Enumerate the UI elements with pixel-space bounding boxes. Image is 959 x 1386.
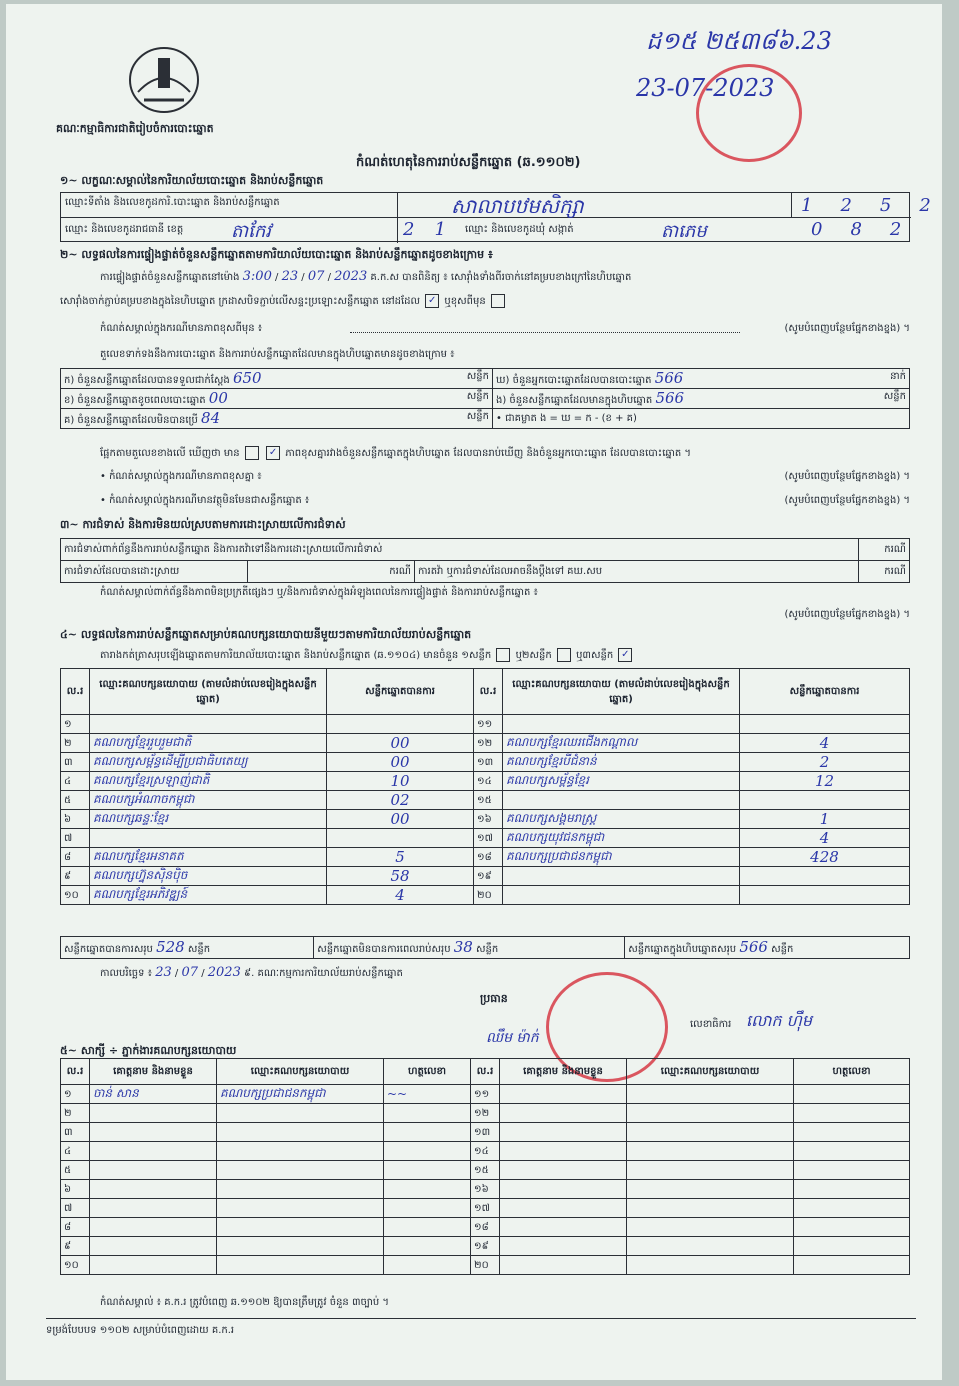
witness-party: គណបក្សប្រជាជនកម្ពុជា [217, 1085, 384, 1104]
row-number: ១២ [474, 734, 503, 753]
row-number: ១៨ [471, 1218, 500, 1237]
compare-line [100, 446, 910, 460]
results-table [60, 668, 910, 905]
in-box-value: 566 [655, 389, 685, 407]
valid-total-label: សន្លឹកឆ្នោតបានការសរុប [64, 944, 153, 955]
witness-signature[interactable] [384, 1199, 471, 1218]
witness-signature: ~~ [384, 1085, 471, 1104]
row-number: ៨ [61, 848, 90, 867]
note-fill: (សូមបំពេញបន្ថែមផ្នែកខាងខ្នង) ។ [784, 323, 910, 334]
date-line: កាលបរិច្ឆេទ ៖ 23 / 07 / 2023 ៩. គណៈកម្មការការិយាល័យរាប់សន្លឹកឆ្នោត [100, 965, 403, 980]
witness-name[interactable] [90, 1199, 217, 1218]
row-number: ១៨ [474, 848, 503, 867]
party-name: គណបក្សឆន្ទៈខ្មែរ [90, 810, 327, 829]
party-name: គណបក្សខ្មែររួបរួមជាតិ [90, 734, 327, 753]
witness-party[interactable] [627, 1180, 794, 1199]
note-label: កំណត់សម្គាល់ក្នុងករណីមានភាពខុសពីមុន ៖ [100, 323, 263, 334]
col-party: ឈ្មោះគណបក្សនយោបាយ [627, 1059, 794, 1085]
results-row [61, 829, 910, 848]
witness-name[interactable] [500, 1142, 627, 1161]
party-votes: 4 [327, 886, 474, 905]
row-number: ២ [61, 1104, 90, 1123]
witness-row [61, 1161, 910, 1180]
party-name [503, 867, 740, 886]
objection-row1 [61, 539, 859, 561]
row-number: ៦ [61, 810, 90, 829]
results-row [61, 734, 910, 753]
party-votes: 00 [327, 810, 474, 829]
bullet1: • កំណត់សម្គាល់ក្នុងករណីមានភាពខុសគ្នា ៖ [100, 471, 262, 482]
row-number: ១៣ [474, 753, 503, 772]
totals-table [60, 936, 910, 959]
code-digit: 2 [840, 195, 880, 216]
row-number: ១១ [471, 1085, 500, 1104]
note-fill: (សូមបំពេញបន្ថែមផ្នែកខាងខ្នង) ។ [784, 471, 910, 482]
row-number: ១៦ [471, 1180, 500, 1199]
checkbox-icon[interactable] [491, 294, 505, 308]
checkbox-icon[interactable] [496, 648, 510, 662]
footer-note: កំណត់សម្គាល់ ៖ គ.ក.រ ត្រូវបំពេញ ឆ.១១០២ ឱ្យបានត្រឹមត្រូវ ចំនួន ៣ច្បាប់ ។ [100, 1297, 389, 1308]
row-number: ៧ [61, 1199, 90, 1218]
witness-name[interactable] [90, 1237, 217, 1256]
invalid-total: 38 [453, 938, 473, 956]
witness-name[interactable] [90, 1180, 217, 1199]
unit: សន្លឹក [187, 944, 211, 955]
witness-signature[interactable] [384, 1180, 471, 1199]
witness-name[interactable] [90, 1142, 217, 1161]
witness-name[interactable] [500, 1161, 627, 1180]
row-number: ១១ [474, 715, 503, 734]
row-number: ៥ [61, 1161, 90, 1180]
code-digit: 2 [889, 219, 930, 240]
row-number: ៩ [61, 1237, 90, 1256]
witness-name[interactable] [500, 1180, 627, 1199]
figures-intro: តួលេខទាក់ទងនឹងការបោះឆ្នោត និងការរាប់សន្លឹកឆ្នោតដែលមានក្នុងហិបឆ្នោតមានដូចខាងក្រោម ៖ [100, 349, 455, 360]
date-day: 23 [155, 965, 172, 980]
verify-time-label: ការផ្ទៀងផ្ទាត់ចំនួនសន្លឹកឆ្នោតនៅម៉ោង [100, 272, 240, 283]
verify-time: 3:00 [242, 269, 272, 284]
verify-tail: គ.ក.ស បានពិនិត្យ ៖ សោរ៉ាំងទាំងពីរចាក់នៅគម្របខាងក្រៅនៃហិបឆ្នោត [370, 272, 632, 283]
commune-label: ឈ្មោះ និងលេខកូដឃុំ សង្កាត់ [465, 224, 574, 235]
checkbox-icon[interactable] [245, 446, 259, 460]
col-party: ឈ្មោះគណបក្សនយោបាយ [217, 1059, 384, 1085]
workplace-code [801, 195, 959, 216]
party-votes [740, 715, 910, 734]
province-value: តាកែវ [231, 221, 271, 242]
witness-row [61, 1237, 910, 1256]
witness-signature[interactable] [384, 1218, 471, 1237]
received-value: 650 [232, 369, 262, 387]
witness-party[interactable] [627, 1256, 794, 1275]
spoiled-value: 00 [208, 389, 228, 407]
row-number: ១៤ [471, 1142, 500, 1161]
col-votes: សន្លឹកឆ្នោតបានការ [740, 669, 910, 715]
voters-label: ឃ) ចំនួនអ្នកបោះឆ្នោតដែលបានបោះឆ្នោត [496, 375, 652, 386]
date-label: កាលបរិច្ឆេទ ៖ [100, 968, 153, 979]
row-number: ៣ [61, 1123, 90, 1142]
unused-label: គ) ចំនួនសន្លឹកឆ្នោតដែលមិនបានប្រើ [64, 415, 198, 426]
witness-row [61, 1085, 910, 1104]
witness-party[interactable] [627, 1218, 794, 1237]
results-row [61, 772, 910, 791]
witness-name[interactable] [500, 1085, 627, 1104]
witness-signature[interactable] [384, 1104, 471, 1123]
code-digit: 5 [879, 195, 920, 216]
row-number: ១០ [61, 1256, 90, 1275]
witness-party[interactable] [217, 1123, 384, 1142]
party-votes: 00 [327, 753, 474, 772]
witness-signature[interactable] [794, 1218, 910, 1237]
witness-party[interactable] [217, 1142, 384, 1161]
workplace-label: ឈ្មោះទីតាំង និងលេខកូដការិ.បោះឆ្នោត និងរាប់សន្លឹកឆ្នោត [65, 197, 280, 208]
unused-value: 84 [201, 409, 221, 427]
witness-name[interactable] [90, 1104, 217, 1123]
date-month: 07 [181, 965, 199, 980]
commune-code [811, 219, 929, 240]
row-number: ៧ [61, 829, 90, 848]
checkbox-icon[interactable]: ✓ [618, 648, 632, 662]
valid-total: 528 [156, 938, 185, 956]
results-row [61, 715, 910, 734]
results-row [61, 848, 910, 867]
witness-party[interactable] [217, 1218, 384, 1237]
unit: នាក់ [890, 371, 906, 382]
case-label: ករណី [859, 539, 910, 561]
form-label: ទម្រង់បែបបទ ១១០២ សម្រាប់បំពេញដោយ គ.ក.រ [46, 1325, 235, 1336]
secretary-label: លេខាធិការ [690, 1019, 732, 1030]
box-total-label: សន្លឹកឆ្នោតក្នុងហិបឆ្នោតសរុប [628, 944, 737, 955]
witness-row [61, 1199, 910, 1218]
party-name: គណបក្សយុវជនកម្ពុជា [503, 829, 740, 848]
witness-party[interactable] [217, 1180, 384, 1199]
row-number: ១៥ [471, 1161, 500, 1180]
party-name [90, 829, 327, 848]
case-label: ករណី [859, 561, 910, 583]
witness-signature[interactable] [794, 1123, 910, 1142]
witness-name[interactable] [500, 1199, 627, 1218]
col-no: ល.រ [474, 669, 503, 715]
province-label: ឈ្មោះ និងលេខកូដរាជធានី ខេត្ត [65, 224, 184, 235]
col-party: ឈ្មោះគណបក្សនយោបាយ (តាមលំដាប់លេខរៀងក្នុងសន្លឹកឆ្នោត) [90, 669, 327, 715]
party-votes [327, 715, 474, 734]
province-code [403, 219, 466, 240]
row-number: ១៥ [474, 791, 503, 810]
compare-label: ផ្អែកតាមតួលេខខាងលើ ឃើញថា មាន [100, 448, 240, 459]
code-digit: 8 [850, 219, 890, 240]
col-no: ល.រ [61, 669, 90, 715]
party-votes: 12 [740, 772, 910, 791]
commune-value: តាភេម [661, 221, 707, 242]
checkbox-icon[interactable] [557, 648, 571, 662]
row-number: ១០ [61, 886, 90, 905]
witness-name[interactable] [500, 1218, 627, 1237]
bullet2: • កំណត់សម្គាល់ក្នុងករណីមានវត្ថុមិនមែនជាសន្លឹកឆ្នោត ៖ [100, 495, 310, 506]
witness-signature[interactable] [384, 1161, 471, 1180]
results-row [61, 753, 910, 772]
row-number: ១៦ [474, 810, 503, 829]
appeal-label: ការតវ៉ា ឬការជំទាស់ដែលអាចនឹងប្តឹងទៅ គឃ.សប [415, 561, 859, 583]
unit: សន្លឹក [466, 391, 489, 402]
party-name: គណបក្សខ្មែរស្រឡាញ់ជាតិ [90, 772, 327, 791]
chair-name: ឈឹម ម៉ាក់ [486, 1030, 539, 1046]
witness-row [61, 1218, 910, 1237]
witness-name[interactable] [90, 1161, 217, 1180]
tally-intro-text: តារាងកត់ត្រាសរុបឡើងឆ្នោតតាមការិយាល័យបោះឆ្នោត និងរាប់សន្លឹកឆ្នោត (ឆ.១១០៤) មានចំនួន ១សន្លឹក [100, 650, 492, 661]
party-votes [327, 829, 474, 848]
witness-table [60, 1058, 910, 1275]
date-tail: ៩. គណៈកម្មការការិយាល័យរាប់សន្លឹកឆ្នោត [244, 968, 403, 979]
section5-heading: ៥~ សាក្សី ÷ ភ្នាក់ងារគណបក្សនយោបាយ [60, 1044, 237, 1057]
row-number: ១ [61, 715, 90, 734]
unit: សន្លឹក [476, 944, 499, 955]
hand-code: ដ១៥ ២៥៣៨៦.23 [646, 27, 832, 55]
row-number: ៥ [61, 791, 90, 810]
witness-signature[interactable] [794, 1104, 910, 1123]
col-name: គោត្តនាម និងនាមខ្លួន [500, 1059, 627, 1085]
col-sign: ហត្ថលេខា [794, 1059, 910, 1085]
objection-table [60, 538, 910, 583]
witness-party[interactable] [217, 1161, 384, 1180]
witness-name[interactable] [500, 1123, 627, 1142]
unit: សន្លឹក [883, 391, 906, 402]
witness-row [61, 1123, 910, 1142]
verify-time-line: ការផ្ទៀងផ្ទាត់ចំនួនសន្លឹកឆ្នោតនៅម៉ោង 3:00 / 23 / 07 / 2023 គ.ក.ស បានពិនិត្យ ៖ សោរ៉ាំងទាំងពីរចាក់នៅគម្របខាងក្រៅនៃហិបឆ្នោត [100, 269, 632, 284]
row-number: ៩ [61, 867, 90, 886]
witness-name: ចាន់ សាន [90, 1085, 217, 1104]
spoiled-label: ខ) ចំនួនសន្លឹកឆ្នោតខូចពេលបោះឆ្នោត [64, 395, 206, 406]
witness-signature[interactable] [794, 1161, 910, 1180]
invalid-total-label: សន្លឹកឆ្នោតមិនបានការពេលរាប់សរុប [317, 944, 451, 955]
row-number: ១៧ [471, 1199, 500, 1218]
row-number: ១៤ [474, 772, 503, 791]
party-name: គណបក្សអំណាចកម្ពុជា [90, 791, 327, 810]
witness-name[interactable] [500, 1256, 627, 1275]
witness-signature[interactable] [384, 1256, 471, 1275]
row-number: ១៣ [471, 1123, 500, 1142]
party-votes: 1 [740, 810, 910, 829]
witness-row [61, 1142, 910, 1161]
witness-name[interactable] [90, 1256, 217, 1275]
witness-row [61, 1256, 910, 1275]
party-votes [740, 867, 910, 886]
objection-note: កំណត់សម្គាល់ពាក់ព័ន្ធនឹងភាពមិនប្រក្រតីផ្សេងៗ ឬ/និងការជំទាស់ក្នុងអំឡុងពេលនៃការផ្ទៀងផ្ទាត់ និងការរាប់សន្លឹកឆ្នោត ៖ [100, 587, 538, 598]
party-votes: 5 [327, 848, 474, 867]
tally-intro-b: ឬ២សន្លឹក [515, 650, 552, 661]
verify-month: 07 [307, 269, 325, 284]
row-number: ២០ [471, 1256, 500, 1275]
code-digit: 1 [801, 195, 841, 216]
tally-intro-c: ឬ៣សន្លឹក [576, 650, 614, 661]
row-number: ១ [61, 1085, 90, 1104]
seal-changed-label: ឬខុសពីមុន [444, 296, 486, 307]
col-no: ល.រ [61, 1059, 90, 1085]
witness-signature[interactable] [794, 1142, 910, 1161]
bullet2-line [100, 494, 910, 507]
results-row [61, 810, 910, 829]
col-name: គោត្តនាម និងនាមខ្លួន [90, 1059, 217, 1085]
section1-heading: ១~ លក្ខណៈសម្គាល់នៃការិយាល័យបោះឆ្នោត និងរាប់សន្លឹកឆ្នោត [60, 174, 324, 187]
resolved-label: ការជំទាស់ដែលបានដោះស្រាយ [61, 561, 248, 583]
note-fill: (សូមបំពេញបន្ថែមផ្នែកខាងខ្នង) ។ [784, 609, 910, 620]
witness-signature[interactable] [794, 1256, 910, 1275]
col-sign: ហត្ថលេខា [384, 1059, 471, 1085]
row-number: ១៩ [474, 867, 503, 886]
date-year: 2023 [207, 965, 241, 980]
code-digit: 1 [434, 219, 466, 240]
checkbox-icon[interactable]: ✓ [266, 446, 280, 460]
row-number: ១៩ [471, 1237, 500, 1256]
row-number: ៤ [61, 1142, 90, 1161]
party-name: គណបក្សខ្មែរអភិវឌ្ឍន៍ [90, 886, 327, 905]
witness-name[interactable] [90, 1218, 217, 1237]
section4-heading: ៤~ លទ្ធផលនៃការរាប់សន្លឹកឆ្នោតសម្រាប់គណបក្សនយោបាយនីមួយៗតាមការិយាល័យរាប់សន្លឹកឆ្នោត [60, 628, 472, 641]
received-label: ក) ចំនួនសន្លឹកឆ្នោតដែលបានទទួលជាក់ស្តែង [64, 375, 230, 386]
row-number: ៤ [61, 772, 90, 791]
unit: សន្លឹក [466, 371, 489, 382]
witness-name[interactable] [90, 1123, 217, 1142]
seal-text: សោរ៉ាំងចាក់ភ្ជាប់គម្របខាងក្នុងនៃហិបឆ្នោត ក្រដាសបិទភ្ជាប់លើសន្ទះប្រឡោះសន្លឹកឆ្នោត នៅដដែល [60, 296, 421, 307]
witness-name[interactable] [500, 1237, 627, 1256]
witness-signature[interactable] [794, 1237, 910, 1256]
witness-party[interactable] [217, 1256, 384, 1275]
witness-party[interactable] [627, 1123, 794, 1142]
witness-signature[interactable] [384, 1237, 471, 1256]
emblem-icon [124, 44, 204, 116]
col-votes: សន្លឹកឆ្នោតបានការ [327, 669, 474, 715]
party-votes: 2 [740, 753, 910, 772]
objection-label: ការជំទាស់ពាក់ព័ន្ធនឹងការរាប់សន្លឹកឆ្នោត និងការតវ៉ាទៅនឹងការដោះស្រាយលើការជំទាស់ [64, 544, 383, 555]
voters-value: 566 [654, 369, 684, 387]
chair-label: ប្រធាន [480, 992, 508, 1005]
witness-party[interactable] [627, 1237, 794, 1256]
row-number: ២ [61, 734, 90, 753]
party-votes: 10 [327, 772, 474, 791]
note-fill: (សូមបំពេញបន្ថែមផ្នែកខាងខ្នង) ។ [784, 495, 910, 506]
section3-heading: ៣~ ការជំទាស់ និងការមិនយល់ស្របតាមការដោះស្រាយលើការជំទាស់ [60, 518, 346, 531]
witness-signature[interactable] [384, 1123, 471, 1142]
results-row [61, 886, 910, 905]
tally-intro [100, 648, 900, 662]
party-name: គណបក្សហ្វ៊ុនស៊ិនប៉ិច [90, 867, 327, 886]
party-votes: 4 [740, 734, 910, 753]
unit: សន្លឹក [771, 944, 794, 955]
party-name: គណបក្សខ្មែរអនាគត [90, 848, 327, 867]
witness-party[interactable] [627, 1085, 794, 1104]
party-votes: 428 [740, 848, 910, 867]
note-line [100, 322, 910, 335]
witness-row [61, 1180, 910, 1199]
witness-party[interactable] [217, 1237, 384, 1256]
figures-table [60, 368, 910, 429]
witness-signature[interactable] [384, 1142, 471, 1161]
col-party: ឈ្មោះគណបក្សនយោបាយ (តាមលំដាប់លេខរៀងក្នុងសន្លឹកឆ្នោត) [503, 669, 740, 715]
witness-party[interactable] [627, 1161, 794, 1180]
checkbox-icon[interactable]: ✓ [425, 294, 439, 308]
hand-date: 23-07-2023 [636, 74, 775, 102]
official-stamp-top [696, 64, 802, 162]
party-name [503, 791, 740, 810]
unit: សន្លឹក [466, 411, 489, 422]
in-box-label: ង) ចំនួនសន្លឹកឆ្នោតដែលមានក្នុងហិបឆ្នោត [496, 395, 653, 406]
case-label: ករណី [248, 561, 415, 583]
verify-year: 2023 [334, 269, 368, 284]
form-sheet [6, 4, 959, 1380]
witness-name[interactable] [500, 1104, 627, 1123]
party-name: គណបក្សសង្គមរាស្ត្រ [503, 810, 740, 829]
party-votes: 4 [740, 829, 910, 848]
box-total: 566 [739, 938, 768, 956]
col-no: ល.រ [471, 1059, 500, 1085]
party-votes: 02 [327, 791, 474, 810]
formula: • ជាគម្លាត ង = ឃ = ក - (ខ + គ) [493, 409, 910, 429]
witness-signature[interactable] [794, 1180, 910, 1199]
section2-heading: ២~ លទ្ធផលនៃការផ្ទៀងផ្ទាត់ចំនួនសន្លឹកឆ្នោតតាមការិយាល័យបោះឆ្នោត និងរាប់សន្លឹកឆ្នោតដូចខាងក្រោម ៖ [60, 248, 493, 261]
party-name [90, 715, 327, 734]
party-name [503, 886, 740, 905]
committee-name: គណៈកម្មាធិការជាតិរៀបចំការបោះឆ្នោត [56, 122, 214, 135]
form-title: កំណត់ហេតុនៃការរាប់សន្លឹកឆ្នោត (ឆ.១១០២) [356, 155, 581, 170]
code-digit: 0 [811, 219, 851, 240]
party-name [503, 715, 740, 734]
verify-day: 23 [281, 269, 299, 284]
party-votes [740, 886, 910, 905]
witness-party[interactable] [627, 1104, 794, 1123]
seal-line [60, 294, 910, 308]
row-number: ៣ [61, 753, 90, 772]
results-row [61, 791, 910, 810]
witness-party[interactable] [627, 1199, 794, 1218]
row-number: ៨ [61, 1218, 90, 1237]
witness-signature[interactable] [794, 1199, 910, 1218]
bullet1-line [100, 470, 910, 483]
witness-row [61, 1104, 910, 1123]
code-digit: 2 [403, 219, 435, 240]
party-votes: 00 [327, 734, 474, 753]
witness-party[interactable] [217, 1199, 384, 1218]
witness-signature[interactable] [794, 1085, 910, 1104]
witness-party[interactable] [627, 1142, 794, 1161]
witness-party[interactable] [217, 1104, 384, 1123]
party-votes: 58 [327, 867, 474, 886]
row-number: ១៧ [474, 829, 503, 848]
party-votes [740, 791, 910, 810]
workplace-value: សាលាបឋមសិក្សា [451, 194, 584, 218]
compare-tail: ភាពខុសគ្នារវាងចំនួនសន្លឹកឆ្នោតក្នុងហិបឆ្នោត ដែលបានរាប់ឃើញ និងចំនួនអ្នកបោះឆ្នោត ដែលបានបោះឆ្នោត ។ [285, 448, 692, 459]
row-number: ៦ [61, 1180, 90, 1199]
row-number: ១២ [471, 1104, 500, 1123]
party-name: គណបក្សប្រជាជនកម្ពុជា [503, 848, 740, 867]
results-row [61, 867, 910, 886]
party-name: គណបក្សខ្មែរឈរជើងកណ្តាល [503, 734, 740, 753]
secretary-name: លោក ហ៊ឹម [746, 1011, 813, 1030]
row-number: ២០ [474, 886, 503, 905]
party-name: គណបក្សសម្ព័ន្ធដើម្បីប្រជាធិបតេយ្យ [90, 753, 327, 772]
party-name: គណបក្សខ្មែរបីជំនាន់ [503, 753, 740, 772]
party-name: គណបក្សសម្ព័ន្ធខ្មែរ [503, 772, 740, 791]
code-digit: 2 [919, 195, 959, 216]
section1-table [60, 192, 959, 242]
